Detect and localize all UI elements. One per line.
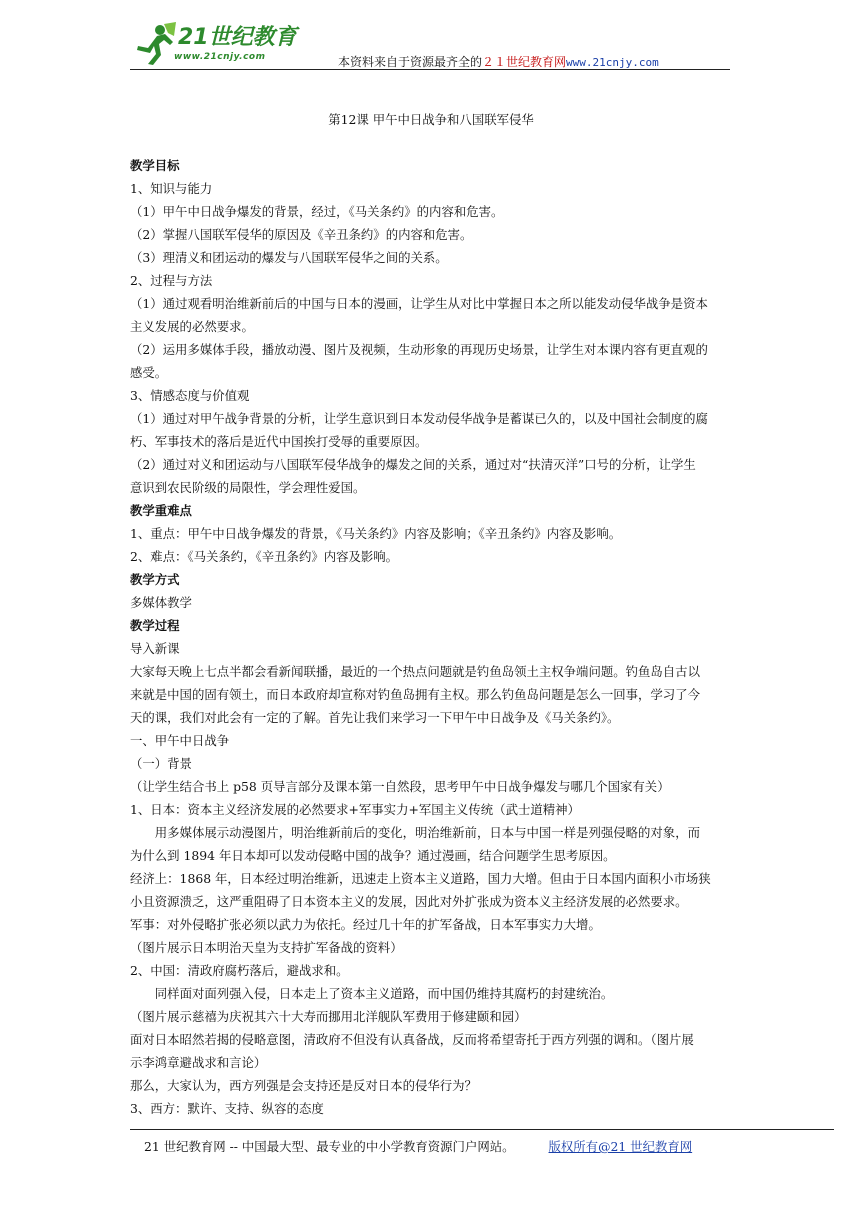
header-site-url[interactable]: www.21cnjy.com (566, 56, 659, 69)
paragraph-line: （1）通过对甲午战争背景的分析，让学生意识到日本发动侵华战争是蓄谋已久的，以及中国社会制度的腐 (130, 411, 708, 426)
header-note (338, 53, 659, 70)
paragraph-line: （图片展示慈禧为庆祝其六十大寿而挪用北洋舰队军费用于修建颐和园） (130, 1009, 527, 1024)
footer-divider (130, 1129, 834, 1130)
paragraph-line: 感受。 (130, 365, 168, 380)
footer-text: 21 世纪教育网 -- 中国最大型、最专业的中小学教育资源门户网站。 (144, 1139, 515, 1154)
paragraph-line: 多媒体教学 (130, 595, 192, 610)
paragraph-line: 大家每天晚上七点半都会看新闻联播，最近的一个热点问题就是钓鱼岛领土主权争端问题。钓鱼岛自古以 (130, 664, 700, 679)
paragraph-line: 1、日本：资本主义经济发展的必然要求+军事实力+军国主义传统（武士道精神） (130, 802, 580, 817)
paragraph-line: 同样面对面列强入侵，日本走上了资本主义道路，而中国仍维持其腐朽的封建统治。 (154, 986, 614, 1001)
paragraph-line: 意识到农民阶级的局限性，学会理性爱国。 (130, 480, 366, 495)
paragraph-line: （2）通过对义和团运动与八国联军侵华战争的爆发之间的关系，通过对“扶清灭洋”口号的分析，让学生 (130, 457, 696, 472)
paragraph-line: 为什么到 1894 年日本却可以发动侵略中国的战争？通过漫画，结合问题学生思考原因。 (130, 848, 616, 863)
paragraph-line: 示李鸿章避战求和言论） (130, 1055, 267, 1070)
paragraph-line: 那么，大家认为，西方列强是会支持还是反对日本的侵华行为？ (130, 1078, 477, 1093)
paragraph-line: （图片展示日本明治天皇为支持扩军备战的资料） (130, 940, 403, 955)
subheading: （一）背景 (130, 756, 192, 771)
header-note-prefix: 本资料来自于资源最齐全的 (338, 55, 483, 69)
paragraph-line: 来就是中国的固有领土，而日本政府却宣称对钓鱼岛拥有主权。那么钓鱼岛问题是怎么一回事，学习了今 (130, 687, 700, 702)
section-heading: 教学方式 (130, 572, 180, 587)
header-site-name[interactable]: ２１世纪教育网 (482, 55, 567, 69)
paragraph-line: 朽、军事技术的落后是近代中国挨打受辱的重要原因。 (130, 434, 428, 449)
paragraph-line: 3、西方：默许、支持、纵容的态度 (130, 1101, 324, 1116)
paragraph-line: 天的课，我们对此会有一定的了解。首先让我们来学习一下甲午中日战争及《马关条约》。 (130, 710, 620, 725)
section-heading: 教学目标 (130, 158, 180, 173)
subheading: 1、知识与能力 (130, 181, 213, 196)
page-footer (144, 1137, 692, 1155)
paragraph-line: 面对日本昭然若揭的侵略意图，清政府不但没有认真备战，反而将希望寄托于西方列强的调和。（图片展 (130, 1032, 694, 1047)
paragraph-line: （2）运用多媒体手段，播放动漫、图片及视频，生动形象的再现历史场景，让学生对本课内容有更直观的 (130, 342, 708, 357)
subheading: 3、情感态度与价值观 (130, 388, 250, 403)
copyright-link[interactable]: 版权所有@21 世纪教育网 (548, 1139, 693, 1154)
page-header (130, 22, 730, 72)
logo (130, 22, 330, 70)
paragraph-line: 主义发展的必然要求。 (130, 319, 254, 334)
section-heading: 教学过程 (130, 618, 180, 633)
paragraph-line: （2）掌握八国联军侵华的原因及《辛丑条约》的内容和危害。 (130, 227, 473, 242)
logo-url: www.21cnjy.com (174, 52, 266, 62)
subheading: 一、甲午中日战争 (130, 733, 230, 748)
paragraph-line: （1）通过观看明治维新前后的中国与日本的漫画，让学生从对比中掌握日本之所以能发动侵华战争是资本 (130, 296, 708, 311)
subheading: 2、过程与方法 (130, 273, 213, 288)
logo-text: 21世纪教育 (178, 25, 297, 50)
paragraph-line: 2、难点：《马关条约，《辛丑条约》内容及影响。 (130, 549, 399, 564)
lesson-title: 第12课 甲午中日战争和八国联军侵华 (328, 112, 534, 127)
paragraph-line: 军事：对外侵略扩张必须以武力为依托。经过几十年的扩军备战，日本军事实力大增。 (130, 917, 601, 932)
running-man-icon (130, 22, 178, 66)
document-body (130, 108, 732, 1120)
paragraph-line: （1）甲午中日战争爆发的背景，经过，《马关条约》的内容和危害。 (130, 204, 504, 219)
section-heading: 教学重难点 (130, 503, 192, 518)
header-divider (130, 69, 730, 70)
paragraph-line: 小且资源溃乏，这严重阻碍了日本资本主义的发展，因此对外扩张成为资本义主经济发展的必然要求。 (130, 894, 688, 909)
paragraph-line: （让学生结合书上 p58 页导言部分及课本第一自然段，思考甲午中日战争爆发与哪几个国家有关） (130, 779, 670, 794)
paragraph-line: 1、重点：甲午中日战争爆发的背景，《马关条约》内容及影响；《辛丑条约》内容及影响。 (130, 526, 622, 541)
paragraph-line: 经济上：1868 年，日本经过明治维新，迅速走上资本主义道路，国力大增。但由于日本国内面积小市场狭 (130, 871, 711, 886)
paragraph-line: 2、中国：清政府腐朽落后，避战求和。 (130, 963, 349, 978)
paragraph-line: 用多媒体展示动漫图片，明治维新前后的变化，明治维新前，日本与中国一样是列强侵略的对象，而 (154, 825, 700, 840)
subheading: 导入新课 (130, 641, 180, 656)
paragraph-line: （3）理清义和团运动的爆发与八国联军侵华之间的关系。 (130, 250, 448, 265)
